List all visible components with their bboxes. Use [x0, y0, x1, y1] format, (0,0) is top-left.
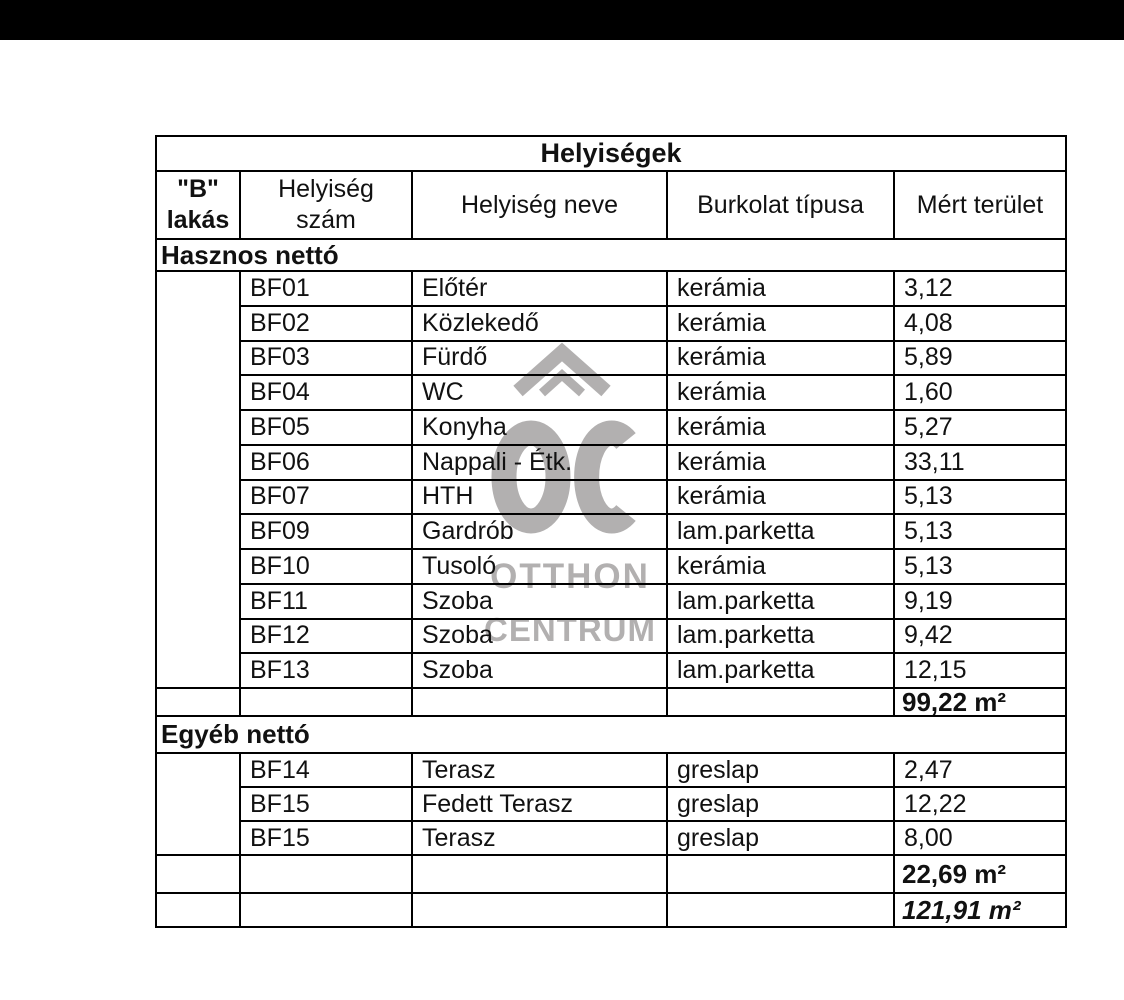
- floor-type-cell: lam.parketta: [668, 620, 895, 655]
- room-name-cell: Szoba: [413, 585, 668, 620]
- room-number-cell: BF07: [241, 481, 413, 516]
- floor-type-cell: kerámia: [668, 481, 895, 516]
- subtotal-empty-cell: [413, 689, 668, 717]
- floor-type-cell: lam.parketta: [668, 585, 895, 620]
- area-value-cell: 5,89: [895, 342, 1065, 377]
- floor-type-cell: kerámia: [668, 342, 895, 377]
- room-number-cell: BF10: [241, 550, 413, 585]
- subtotal-empty-cell: [668, 689, 895, 717]
- total-empty-cell: [157, 894, 241, 926]
- total-empty-cell: [668, 894, 895, 926]
- floor-type-cell: kerámia: [668, 550, 895, 585]
- subtotal-empty-cell: [241, 856, 413, 894]
- area-value-cell: 33,11: [895, 446, 1065, 481]
- room-number-cell: BF04: [241, 376, 413, 411]
- rooms-table: [155, 135, 1067, 928]
- floor-type-cell: kerámia: [668, 376, 895, 411]
- area-value-cell: 9,19: [895, 585, 1065, 620]
- room-name-cell: Nappali - Étk.: [413, 446, 668, 481]
- room-name-cell: HTH: [413, 481, 668, 516]
- column-header-b-lakas: [157, 172, 241, 240]
- subtotal-empty-cell: [241, 689, 413, 717]
- room-number-cell: BF13: [241, 654, 413, 689]
- column-header-szam-line2: szám: [296, 206, 356, 234]
- area-value-cell: 5,13: [895, 515, 1065, 550]
- room-number-cell: BF11: [241, 585, 413, 620]
- room-number-cell: BF09: [241, 515, 413, 550]
- area-value-cell: 5,27: [895, 411, 1065, 446]
- area-value-cell: 9,42: [895, 620, 1065, 655]
- column-header-helyiseg-szam: [241, 172, 413, 240]
- room-number-cell: BF05: [241, 411, 413, 446]
- room-name-cell: Fedett Terasz: [413, 788, 668, 822]
- room-name-cell: Fürdő: [413, 342, 668, 377]
- floor-type-cell: kerámia: [668, 272, 895, 307]
- room-name-cell: Konyha: [413, 411, 668, 446]
- column-header-szam-line1: Helyiség: [278, 175, 374, 203]
- total-empty-cell: [241, 894, 413, 926]
- grand-total-area: 121,91 m²: [902, 894, 1021, 925]
- subtotal-empty-cell: [157, 856, 241, 894]
- room-number-cell: BF15: [241, 822, 413, 856]
- floor-type-cell: greslap: [668, 822, 895, 856]
- room-number-cell: BF12: [241, 620, 413, 655]
- subtotal-empty-cell: [413, 856, 668, 894]
- room-name-cell: Tusoló: [413, 550, 668, 585]
- floor-type-cell: greslap: [668, 788, 895, 822]
- merged-empty-column-hasznos: [157, 272, 241, 689]
- floor-type-cell: lam.parketta: [668, 515, 895, 550]
- area-value-cell: 12,15: [895, 654, 1065, 689]
- subtotal-empty-cell: [157, 689, 241, 717]
- room-name-cell: WC: [413, 376, 668, 411]
- room-number-cell: BF03: [241, 342, 413, 377]
- total-empty-cell: [413, 894, 668, 926]
- column-header-b-line2: lakás: [166, 206, 230, 234]
- top-black-bar: [0, 0, 1124, 40]
- section-header-egyeb-netto: Egyéb nettó: [157, 717, 1065, 754]
- room-name-cell: Szoba: [413, 620, 668, 655]
- area-value-cell: 12,22: [895, 788, 1065, 822]
- floor-type-cell: lam.parketta: [668, 654, 895, 689]
- table-title: Helyiségek: [157, 137, 1065, 172]
- room-name-cell: Előtér: [413, 272, 668, 307]
- floor-type-cell: greslap: [668, 754, 895, 788]
- merged-empty-column-egyeb: [157, 754, 241, 856]
- subtotal-empty-cell: [668, 856, 895, 894]
- subtotal-egyeb-netto: 22,69 m²: [895, 856, 1065, 894]
- section-header-hasznos-netto: Hasznos nettó: [157, 240, 1065, 272]
- watermark-text-centrum: CENTRUM: [484, 611, 656, 648]
- column-header-b-line1: "B": [177, 175, 219, 203]
- room-number-cell: BF06: [241, 446, 413, 481]
- floor-type-cell: kerámia: [668, 307, 895, 342]
- watermark-text-otthon: OTTHON: [490, 557, 650, 596]
- room-number-cell: BF02: [241, 307, 413, 342]
- room-name-cell: Szoba: [413, 654, 668, 689]
- column-header-mert-terulet: Mért terület: [895, 172, 1065, 240]
- floor-type-cell: kerámia: [668, 446, 895, 481]
- area-value-cell: 5,13: [895, 550, 1065, 585]
- room-name-cell: Gardrób: [413, 515, 668, 550]
- room-name-cell: Közlekedő: [413, 307, 668, 342]
- column-header-helyiseg-neve: Helyiség neve: [413, 172, 668, 240]
- subtotal-hasznos-netto: 99,22 m²: [895, 689, 1065, 717]
- room-number-cell: BF01: [241, 272, 413, 307]
- column-header-burkolat-tipusa: Burkolat típusa: [668, 172, 895, 240]
- area-value-cell: 2,47: [895, 754, 1065, 788]
- floor-type-cell: kerámia: [668, 411, 895, 446]
- area-value-cell: 8,00: [895, 822, 1065, 856]
- room-name-cell: Terasz: [413, 822, 668, 856]
- room-number-cell: BF14: [241, 754, 413, 788]
- area-value-cell: 3,12: [895, 272, 1065, 307]
- room-number-cell: BF15: [241, 788, 413, 822]
- room-name-cell: Terasz: [413, 754, 668, 788]
- area-value-cell: 4,08: [895, 307, 1065, 342]
- area-value-cell: 1,60: [895, 376, 1065, 411]
- area-value-cell: 5,13: [895, 481, 1065, 516]
